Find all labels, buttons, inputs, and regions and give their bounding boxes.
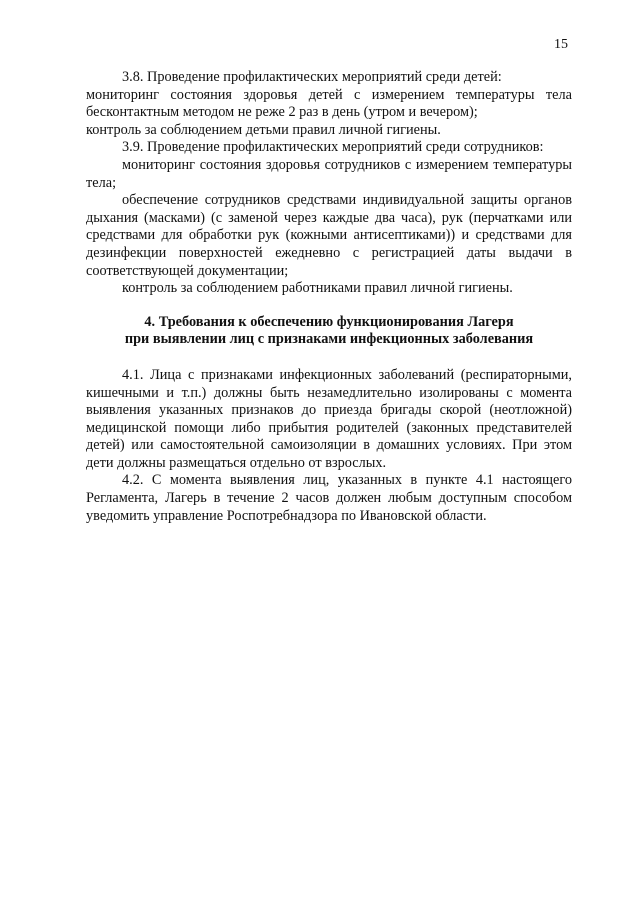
section-4-heading-line2: при выявлении лиц с признаками инфекционных заболевания <box>124 331 534 348</box>
paragraph-3-9-monitoring: мониторинг состояния здоровья сотрудников с измерением температуры тела; <box>86 156 572 191</box>
paragraph-3-8-hygiene-control: контроль за соблюдением детьми правил личной гигиены. <box>86 121 441 138</box>
paragraph-4-1: 4.1. Лица с признаками инфекционных заболеваний (респираторными, кишечными и т.п.) должны быть незамедлительно изолированы с момента выявления указанных признаков до приезда бригады скорой (неотложной) медицинской помощи либо прибытия родителей (законных представителей детей) или самостоятельной самоизоляции в домашних условиях. При этом дети должны размещаться отдельно от взрослых. <box>86 366 572 471</box>
paragraph-3-8-title: 3.8. Проведение профилактических мероприятий среди детей: <box>122 69 502 85</box>
document-body <box>86 69 572 525</box>
paragraph-3-9-hygiene-control: контроль за соблюдением работниками правил личной гигиены. <box>122 280 513 297</box>
paragraph-4-2: 4.2. С момента выявления лиц, указанных в пункте 4.1 настоящего Регламента, Лагерь в течение 2 часов должен любым доступным способом уведомить управление Роспотребнадзора по Ивановской области. <box>86 472 572 524</box>
section-4-heading <box>86 314 572 349</box>
paragraph-3-9-protection: обеспечение сотрудников средствами индивидуальной защиты органов дыхания (масками) (с заменой через каждые два часа), рук (перчатками или средствами для обработки рук (кожными антисептиками)) и средствами для дезинфекции поверхностей ежедневно с регистрацией даты выдачи в соответствующей документации; <box>86 192 572 279</box>
section-4-heading-line1: 4. Требования к обеспечению функционирования Лагеря <box>144 313 514 330</box>
paragraph-3-8-monitoring: мониторинг состояния здоровья детей с измерением температуры тела бесконтактным методом не реже 2 раз в день (утром и вечером); <box>86 86 572 121</box>
page-number: 15 <box>554 37 568 52</box>
paragraph-3-9-title: 3.9. Проведение профилактических мероприятий среди сотрудников: <box>122 139 544 156</box>
